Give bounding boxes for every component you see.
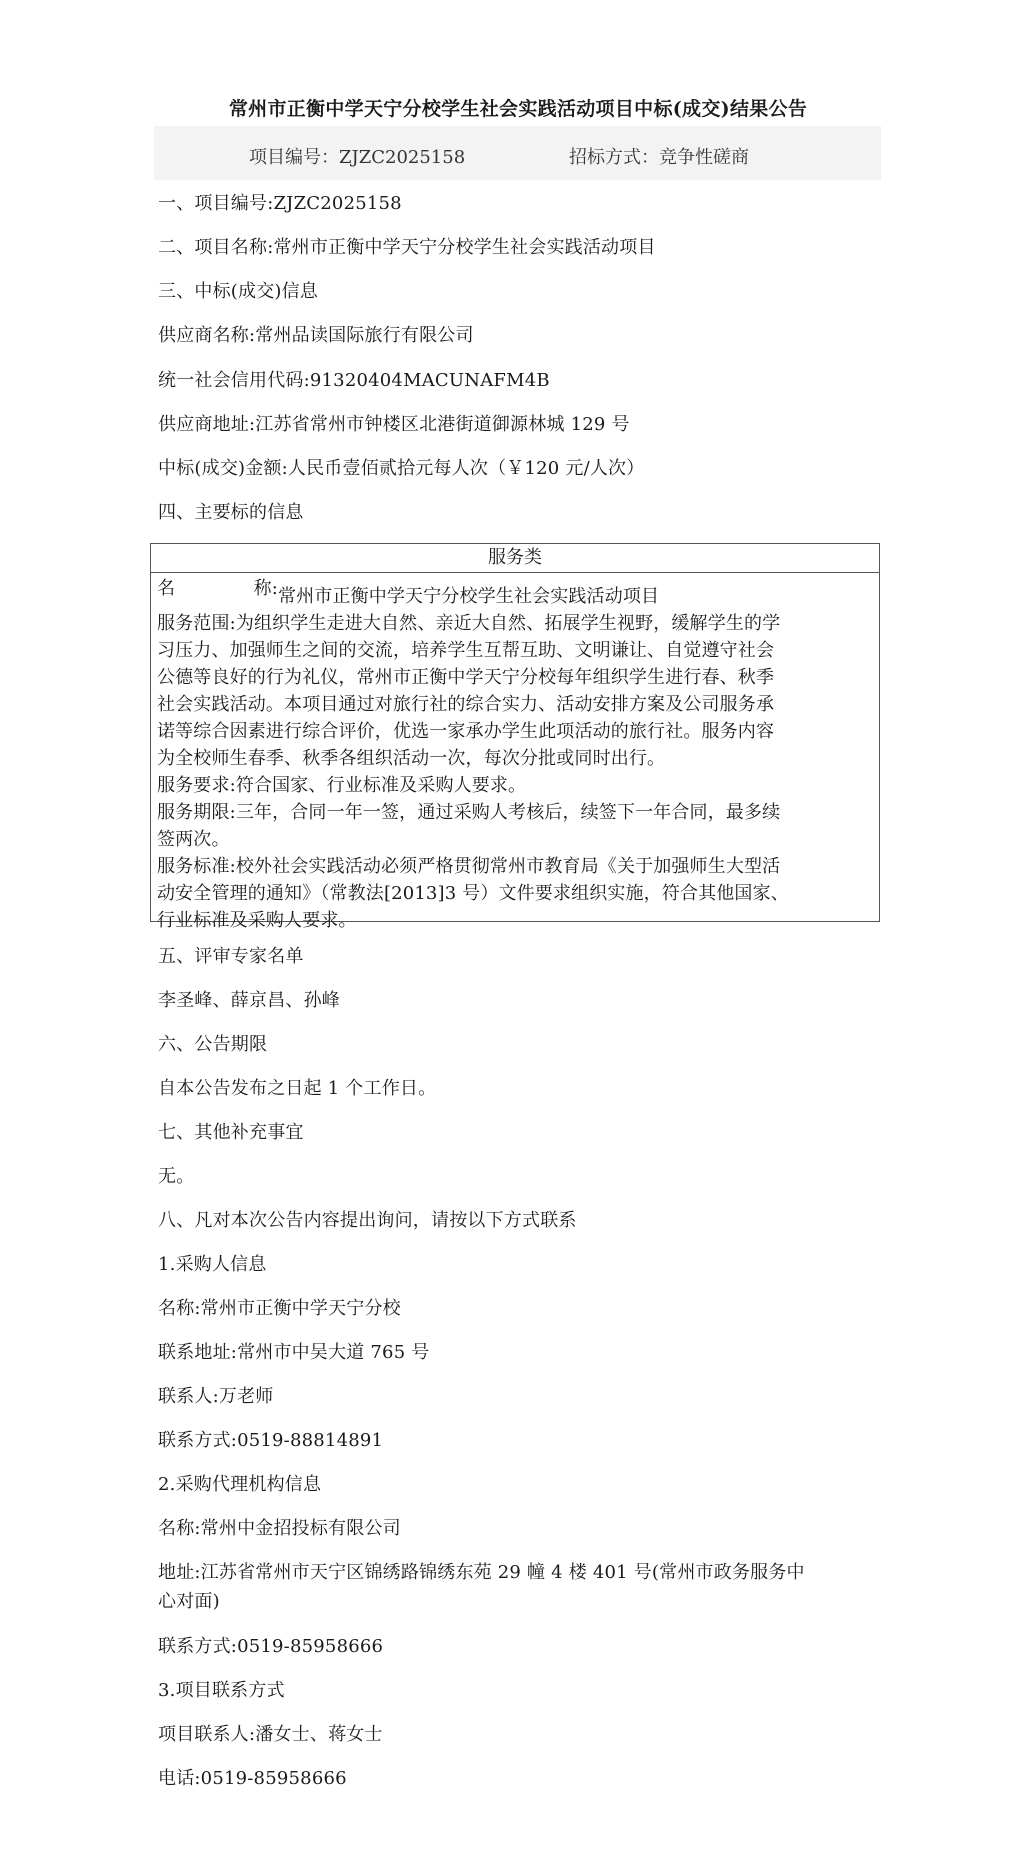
agency-name: 名称:常州中金招投标有限公司	[158, 1518, 401, 1539]
subject-table	[150, 543, 880, 931]
name-label: 名 称:	[157, 578, 278, 599]
notice-period-text: 自本公告发布之日起 1 个工作日。	[158, 1078, 437, 1099]
service-period: 服务期限:三年，合同一年一签，通过采购人考核后，续签下一年合同，最多续 签两次。	[157, 802, 781, 850]
supplier-name: 供应商名称:常州品读国际旅行有限公司	[158, 325, 474, 346]
purchaser-contact-person: 联系人:万老师	[158, 1386, 274, 1407]
table-body	[151, 573, 879, 934]
purchaser-phone: 联系方式:0519-88814891	[158, 1430, 384, 1451]
section-contact: 八、凡对本次公告内容提出询问，请按以下方式联系	[158, 1210, 577, 1231]
project-contact-persons: 项目联系人:潘女士、蒋女士	[158, 1724, 383, 1745]
procurement-method: 招标方式：竞争性磋商	[569, 147, 749, 168]
expert-names: 李圣峰、薛京昌、孙峰	[158, 990, 340, 1011]
service-name-value: 常州市正衡中学天宁分校学生社会实践活动项目	[278, 586, 660, 607]
meta-bar	[154, 126, 881, 180]
agency-heading: 2.采购代理机构信息	[158, 1474, 322, 1495]
service-name-row	[157, 575, 873, 610]
service-standard: 服务标准:校外社会实践活动必须严格贯彻常州市教育局《关于加强师生大型活 动安全管理的通知》（常教法[2013]3 号）文件要求组织实施，符合其他国家、 行业标准及采购人要求。	[157, 856, 789, 931]
purchaser-name: 名称:常州市正衡中学天宁分校	[158, 1298, 401, 1319]
supplier-address: 供应商地址:江苏省常州市钟楼区北港街道御源林城 129 号	[158, 414, 630, 435]
project-contact-phone: 电话:0519-85958666	[158, 1768, 347, 1789]
service-requirement: 服务要求:符合国家、行业标准及采购人要求。	[157, 775, 527, 796]
section-notice-period: 六、公告期限	[158, 1034, 268, 1055]
project-contact-heading: 3.项目联系方式	[158, 1680, 285, 1701]
section-project-number: 一、项目编号:ZJZC2025158	[158, 193, 402, 214]
agency-address-line-1: 地址:江苏省常州市天宁区锦绣路锦绣东苑 29 幢 4 楼 401 号(常州市政务服务中	[158, 1562, 805, 1583]
section-experts: 五、评审专家名单	[158, 946, 304, 967]
service-scope: 服务范围:为组织学生走进大自然、亲近大自然、拓展学生视野，缓解学生的学 习压力、加强师生之间的交流，培养学生互帮互助、文明谦让、自觉遵守社会 公德等良好的行为礼仪，常州市正衡中学天宁分校每年组织学生进行春、秋季 社会实践活动。本项目通过对旅行社的综合实力、活动安排方案及公司服务承 诺等综合因素进行综合评价，优选一家承办学生此项活动的旅行社。服务内容 为全校师生春季、秋季各组织活动一次，每次分批或同时出行。	[157, 613, 781, 769]
section-other-matters: 七、其他补充事宜	[158, 1122, 304, 1143]
credit-code: 统一社会信用代码:91320404MACUNAFM4B	[158, 370, 550, 391]
award-amount: 中标(成交)金额:人民币壹佰贰拾元每人次（￥120 元/人次）	[158, 458, 645, 479]
table-header: 服务类	[151, 544, 879, 573]
page-title: 常州市正衡中学天宁分校学生社会实践活动项目中标(成交)结果公告	[228, 98, 808, 120]
agency-address-line-2: 心对面)	[158, 1591, 220, 1612]
project-number: 项目编号：ZJZC2025158	[249, 147, 466, 168]
purchaser-address: 联系地址:常州市中吴大道 765 号	[158, 1342, 430, 1363]
agency-phone: 联系方式:0519-85958666	[158, 1636, 384, 1657]
other-matters-text: 无。	[158, 1166, 195, 1187]
purchaser-heading: 1.采购人信息	[158, 1254, 267, 1275]
section-award-info: 三、中标(成交)信息	[158, 281, 319, 302]
section-main-subject: 四、主要标的信息	[158, 502, 304, 523]
section-project-name: 二、项目名称:常州市正衡中学天宁分校学生社会实践活动项目	[158, 237, 656, 258]
